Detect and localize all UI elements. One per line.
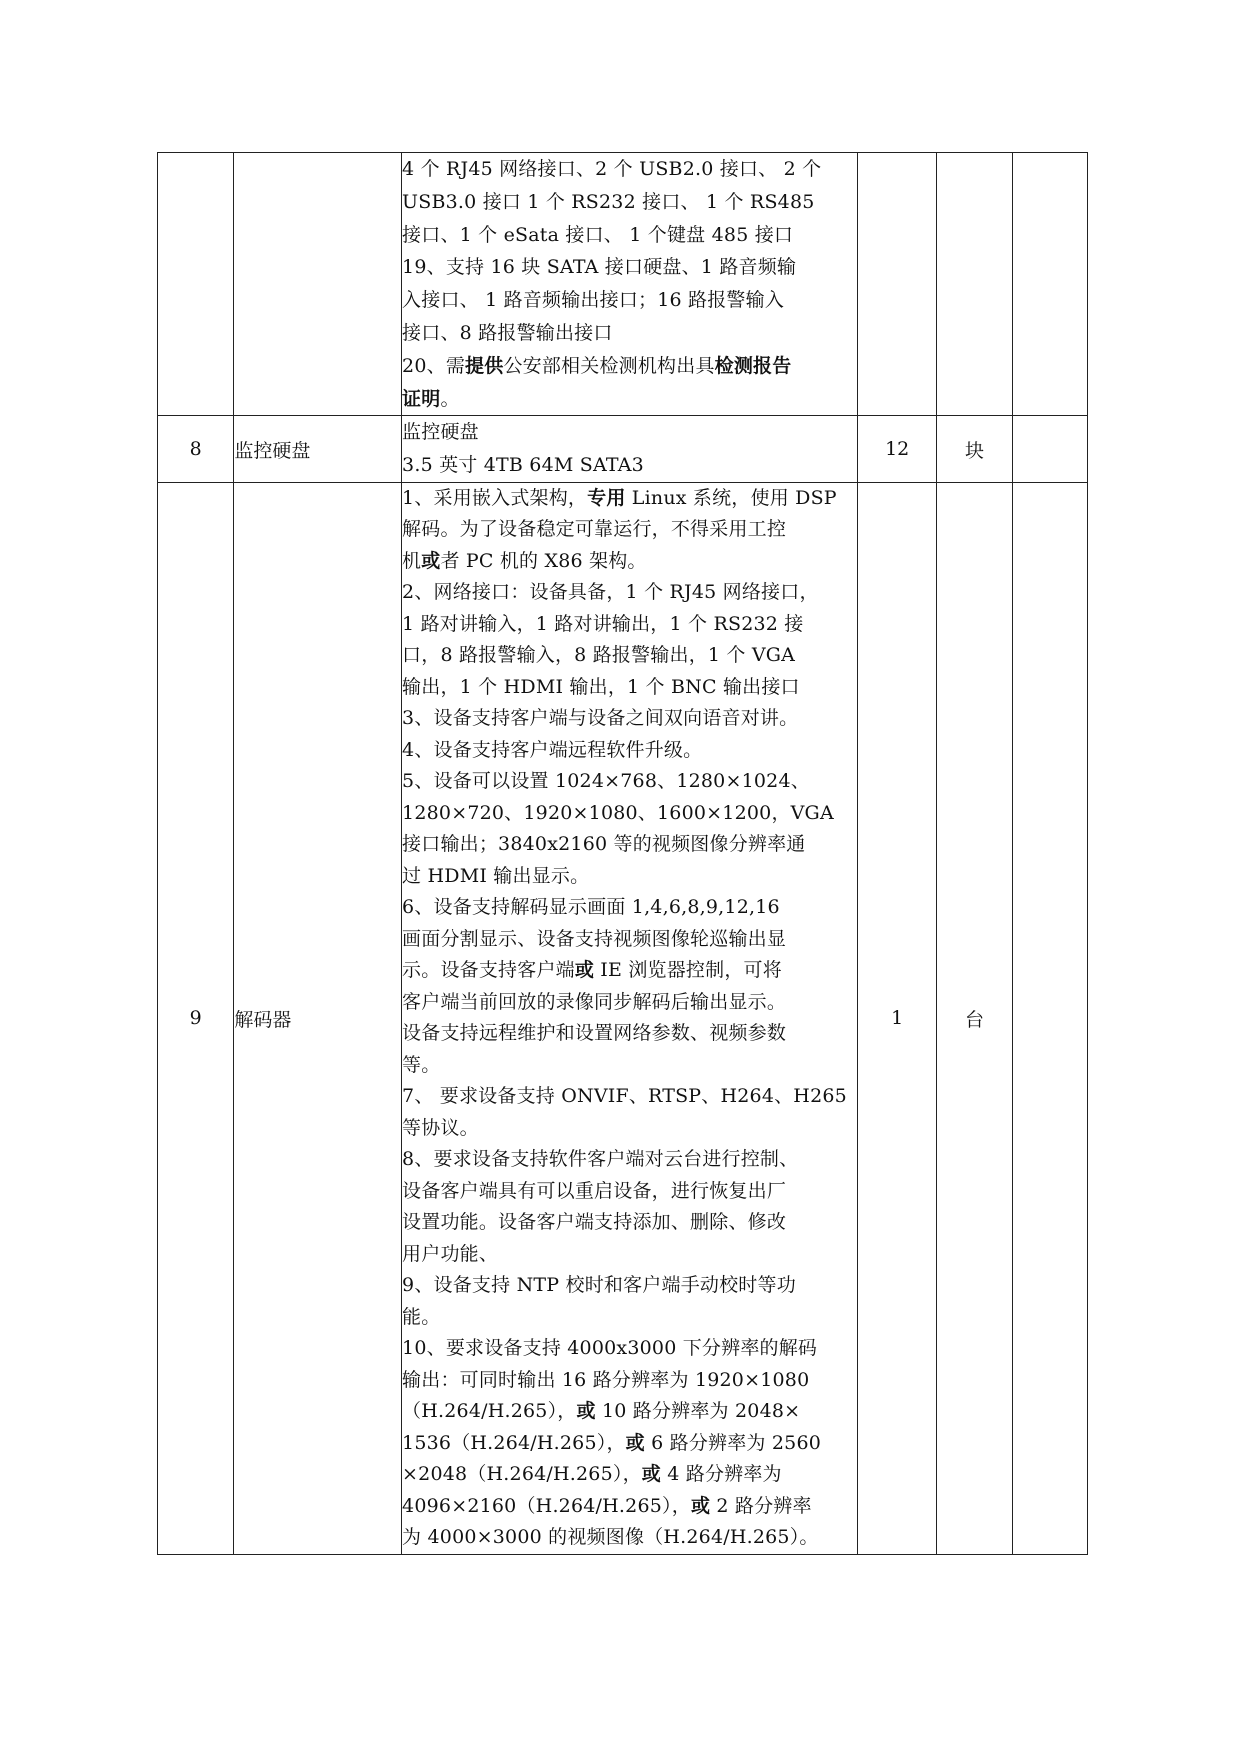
- spec-text: 过 HDMI 输出显示。: [402, 864, 590, 887]
- spec-text: 入接口、 1 路音频输出接口；16 路报警输入: [402, 289, 785, 312]
- spec-emphasis: 或: [421, 549, 441, 572]
- spec-line: [402, 829, 857, 861]
- spec-text: 设备客户端具有可以重启设备，进行恢复出厂: [402, 1179, 787, 1202]
- unit-cell: 块: [937, 416, 1012, 483]
- remarks-cell: [1012, 416, 1087, 483]
- spec-text: 8、要求设备支持软件客户端对云台进行控制、: [402, 1148, 799, 1171]
- spec-text: 10 路分辨率为 2048×: [595, 1400, 801, 1423]
- spec-line: [402, 1050, 857, 1082]
- spec-text: 6 路分辨率为 2560: [644, 1431, 822, 1454]
- spec-text: 接口输出；3840x2160 等的视频图像分辨率通: [402, 833, 806, 856]
- spec-text: 2、网络接口：设备具备，1 个 RJ45 网络接口，: [402, 581, 819, 604]
- spec-text: 用户功能、: [402, 1242, 499, 1265]
- quantity-cell: 12: [858, 416, 937, 483]
- spec-emphasis: 证明: [402, 387, 441, 410]
- spec-line: [402, 1176, 857, 1208]
- spec-emphasis: 或: [576, 1400, 596, 1423]
- spec-emphasis: 提供: [465, 354, 504, 377]
- spec-emphasis: 检测报告: [714, 354, 792, 377]
- spec-text: USB3.0 接口 1 个 RS232 接口、 1 个 RS485: [402, 190, 815, 213]
- spec-line: [402, 350, 857, 383]
- spec-line: [402, 987, 857, 1019]
- spec-line: [402, 609, 857, 641]
- spec-text: 等。: [402, 1053, 441, 1076]
- spec-text: Linux 系统，使用 DSP: [625, 486, 837, 509]
- spec-text: IE 浏览器控制，可将: [594, 959, 782, 982]
- spec-text: 能。: [402, 1305, 441, 1328]
- spec-text: 设置功能。设备客户端支持添加、删除、修改: [402, 1211, 787, 1234]
- spec-line: [402, 955, 857, 987]
- spec-text: 客户端当前回放的录像同步解码后输出显示。: [402, 990, 787, 1013]
- spec-line: [402, 735, 857, 767]
- quantity-cell: [858, 153, 937, 416]
- item-number-cell: [158, 153, 234, 416]
- spec-emphasis: 或: [690, 1494, 711, 1517]
- spec-cell: [402, 153, 858, 416]
- remarks-cell: [1012, 153, 1087, 416]
- spec-table-body: [158, 153, 1088, 1555]
- spec-table: [157, 152, 1088, 1555]
- spec-line: [402, 186, 857, 219]
- spec-text: 口，8 路报警输入，8 路报警输出，1 个 VGA: [402, 644, 796, 667]
- spec-line: [402, 1081, 857, 1113]
- item-name-cell: [234, 153, 402, 416]
- spec-line: [402, 672, 857, 704]
- spec-line: [402, 1333, 857, 1365]
- item-name-cell: 监控硬盘: [234, 416, 402, 483]
- spec-text: 接口、1 个 eSata 接口、 1 个键盘 485 接口: [402, 223, 794, 246]
- spec-line: [402, 1113, 857, 1145]
- spec-line: [402, 924, 857, 956]
- spec-line: [402, 1428, 857, 1460]
- spec-text: 为 4000×3000 的视频图像（H.264/H.265）。: [402, 1526, 819, 1549]
- unit-cell: [937, 153, 1012, 416]
- quantity-cell: 1: [858, 482, 937, 1554]
- spec-line: [402, 1270, 857, 1302]
- spec-text: 接口、8 路报警输出接口: [402, 321, 613, 344]
- spec-line: [402, 251, 857, 284]
- spec-cell: [402, 482, 858, 1554]
- spec-line: [402, 577, 857, 609]
- spec-line: [402, 1459, 857, 1491]
- spec-text: 者 PC 机的 X86 架构。: [440, 549, 647, 572]
- spec-line: [402, 449, 857, 482]
- spec-line: [402, 1302, 857, 1334]
- spec-text: 7、 要求设备支持 ONVIF、RTSP、H264、H265: [402, 1085, 847, 1108]
- spec-line: [402, 1491, 857, 1523]
- spec-text: 3.5 英寸 4TB 64M SATA3: [402, 454, 644, 477]
- spec-line: [402, 1239, 857, 1271]
- spec-text: 1 路对讲输入，1 路对讲输出，1 个 RS232 接: [402, 612, 804, 635]
- spec-text: 19、支持 16 块 SATA 接口硬盘、1 路音频输: [402, 256, 797, 279]
- spec-line: [402, 383, 857, 416]
- spec-text: 4096×2160（H.264/H.265），: [402, 1494, 691, 1517]
- spec-text: 2 路分辨率: [710, 1494, 812, 1517]
- spec-text: 20、需: [402, 354, 466, 377]
- spec-text: 等协议。: [402, 1116, 479, 1139]
- spec-line: [402, 892, 857, 924]
- spec-text: 公安部相关检测机构出具: [503, 354, 715, 377]
- spec-line: [402, 514, 857, 546]
- spec-text: 机: [402, 549, 422, 572]
- spec-text: （H.264/H.265），: [402, 1400, 577, 1423]
- spec-line: [402, 703, 857, 735]
- spec-line: [402, 1396, 857, 1428]
- spec-line: [402, 1522, 857, 1554]
- spec-line: [402, 798, 857, 830]
- item-name-cell: 解码器: [234, 482, 402, 1554]
- spec-line: [402, 1365, 857, 1397]
- spec-line: [402, 1207, 857, 1239]
- item-number-cell: 8: [158, 416, 234, 483]
- spec-text: 输出：可同时输出 16 路分辨率为 1920×1080: [402, 1368, 810, 1391]
- spec-text: 3、设备支持客户端与设备之间双向语音对讲。: [402, 707, 799, 730]
- spec-text: 4、设备支持客户端远程软件升级。: [402, 738, 703, 761]
- spec-text: 5、设备可以设置 1024×768、1280×1024、: [402, 770, 810, 793]
- spec-line: [402, 766, 857, 798]
- spec-text: 9、设备支持 NTP 校时和客户端手动校时等功: [402, 1274, 796, 1297]
- spec-text: ×2048（H.264/H.265），: [402, 1463, 642, 1486]
- spec-line: [402, 640, 857, 672]
- spec-line: [402, 317, 857, 350]
- spec-line: [402, 284, 857, 317]
- table-row: [158, 153, 1088, 416]
- spec-text: 6、设备支持解码显示画面 1,4,6,8,9,12,16: [402, 896, 780, 919]
- spec-text: 4 路分辨率为: [660, 1463, 782, 1486]
- spec-text: 。: [440, 387, 460, 410]
- spec-text: 1280×720、1920×1080、1600×1200，VGA: [402, 801, 834, 824]
- spec-text: 监控硬盘: [402, 421, 479, 444]
- spec-text: 4 个 RJ45 网络接口、2 个 USB2.0 接口、 2 个: [402, 158, 822, 180]
- spec-text: 设备支持远程维护和设置网络参数、视频参数: [402, 1022, 787, 1045]
- table-row: [158, 416, 1088, 483]
- spec-emphasis: 专用: [587, 486, 626, 509]
- spec-line: [402, 416, 857, 449]
- spec-text: 1536（H.264/H.265），: [402, 1431, 626, 1454]
- table-row: [158, 482, 1088, 1554]
- spec-text: 示。设备支持客户端: [402, 959, 575, 982]
- item-number-cell: 9: [158, 482, 234, 1554]
- spec-line: [402, 861, 857, 893]
- spec-emphasis: 或: [641, 1463, 661, 1486]
- spec-cell: [402, 416, 858, 483]
- spec-text: 画面分割显示、设备支持视频图像轮巡输出显: [402, 927, 787, 950]
- spec-emphasis: 或: [625, 1431, 645, 1454]
- spec-text: 解码。为了设备稳定可靠运行，不得采用工控: [402, 518, 787, 541]
- spec-line: [402, 483, 857, 515]
- unit-cell: 台: [937, 482, 1012, 1554]
- spec-line: [402, 1144, 857, 1176]
- spec-text: 10、要求设备支持 4000x3000 下分辨率的解码: [402, 1337, 818, 1360]
- spec-text: 输出，1 个 HDMI 输出，1 个 BNC 输出接口: [402, 675, 800, 698]
- spec-text: 1、采用嵌入式架构，: [402, 486, 588, 509]
- spec-line: [402, 1018, 857, 1050]
- spec-line: [402, 219, 857, 252]
- remarks-cell: [1012, 482, 1087, 1554]
- spec-emphasis: 或: [574, 959, 595, 982]
- spec-line: [402, 153, 857, 186]
- spec-line: [402, 546, 857, 578]
